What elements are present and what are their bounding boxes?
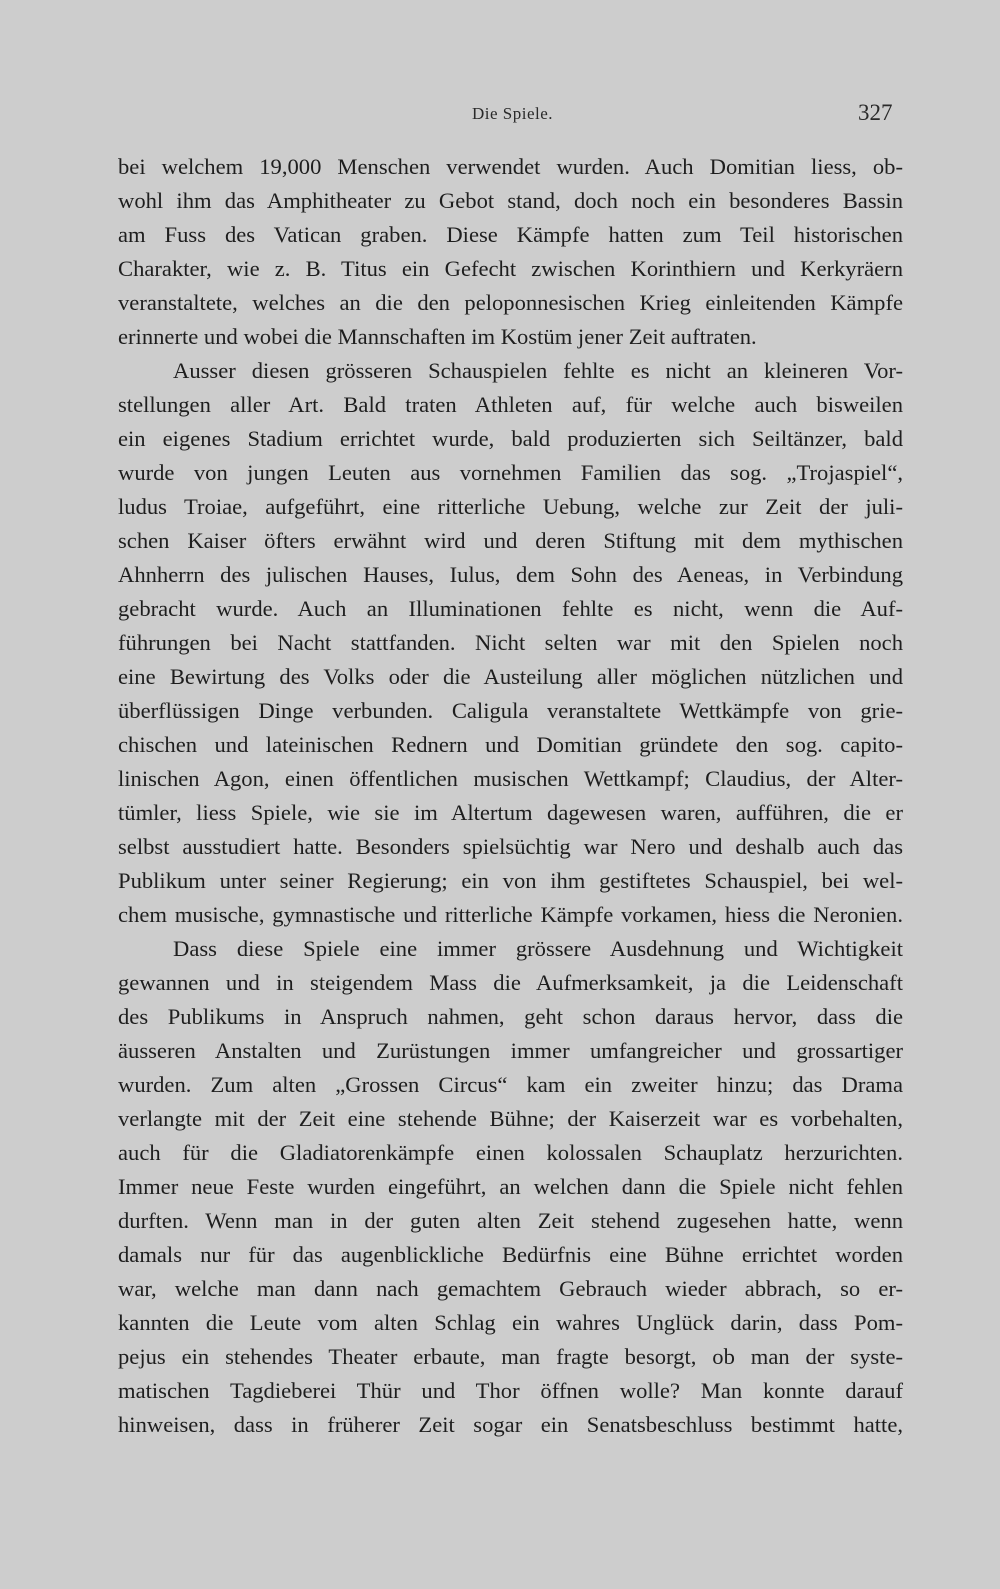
- text-line: Immer neue Feste wurden eingeführt, an welchen dann die Spiele nicht fehlen: [118, 1174, 903, 1199]
- text-line: pejus ein stehendes Theater erbaute, man fragte besorgt, ob man der syste-: [118, 1344, 903, 1369]
- running-head: [0, 100, 1000, 130]
- text-line: kannten die Leute vom alten Schlag ein wahres Unglück darin, dass Pom-: [118, 1310, 903, 1335]
- text-line: Ahnherrn des julischen Hauses, Iulus, dem Sohn des Aeneas, in Verbindung: [118, 562, 903, 587]
- text-line: chischen und lateinischen Rednern und Domitian gründete den sog. capito-: [118, 732, 903, 757]
- text-line: eine Bewirtung des Volks oder die Austeilung aller möglichen nützlichen und: [118, 664, 903, 689]
- text-line: verlangte mit der Zeit eine stehende Bühne; der Kaiserzeit war es vorbehalten,: [118, 1106, 903, 1131]
- text-line: wohl ihm das Amphitheater zu Gebot stand, doch noch ein besonderes Bassin: [118, 188, 903, 213]
- page-number: 327: [858, 100, 893, 125]
- text-line: veranstaltete, welches an die den peloponnesischen Krieg einleitenden Kämpfe: [118, 290, 903, 315]
- text-line: Ausser diesen grösseren Schauspielen fehlte es nicht an kleineren Vor-: [173, 358, 903, 383]
- text-line: war, welche man dann nach gemachtem Gebrauch wieder abbrach, so er-: [118, 1276, 903, 1301]
- text-line: ein eigenes Stadium errichtet wurde, bald produzierten sich Seiltänzer, bald: [118, 426, 903, 451]
- text-line: linischen Agon, einen öffentlichen musischen Wettkampf; Claudius, der Alter-: [118, 766, 903, 791]
- text-line: stellungen aller Art. Bald traten Athleten auf, für welche auch bisweilen: [118, 392, 903, 417]
- body-text: [118, 150, 903, 1442]
- text-line: gewannen und in steigendem Mass die Aufmerksamkeit, ja die Leidenschaft: [118, 970, 903, 995]
- text-line: wurde von jungen Leuten aus vornehmen Familien das sog. „Trojaspiel“,: [118, 460, 903, 485]
- text-line: überflüssigen Dinge verbunden. Caligula veranstaltete Wettkämpfe von grie-: [118, 698, 903, 723]
- text-line: ludus Troiae, aufgeführt, eine ritterliche Uebung, welche zur Zeit der juli-: [118, 494, 903, 519]
- text-line: führungen bei Nacht stattfanden. Nicht selten war mit den Spielen noch: [118, 630, 903, 655]
- text-line: hinweisen, dass in früherer Zeit sogar ein Senatsbeschluss bestimmt hatte,: [118, 1412, 903, 1437]
- text-line: durften. Wenn man in der guten alten Zeit stehend zugesehen hatte, wenn: [118, 1208, 903, 1233]
- text-line: bei welchem 19,000 Menschen verwendet wurden. Auch Domitian liess, ob-: [118, 154, 903, 179]
- text-line: damals nur für das augenblickliche Bedürfnis eine Bühne errichtet worden: [118, 1242, 903, 1267]
- text-line: äusseren Anstalten und Zurüstungen immer umfangreicher und grossartiger: [118, 1038, 903, 1063]
- text-line: wurden. Zum alten „Grossen Circus“ kam ein zweiter hinzu; das Drama: [118, 1072, 903, 1097]
- text-line: Publikum unter seiner Regierung; ein von ihm gestiftetes Schauspiel, bei wel-: [118, 868, 903, 893]
- running-title: Die Spiele.: [472, 104, 554, 123]
- text-line: Charakter, wie z. B. Titus ein Gefecht zwischen Korinthiern und Kerkyräern: [118, 256, 903, 281]
- text-line: selbst ausstudiert hatte. Besonders spielsüchtig war Nero und deshalb auch das: [118, 834, 903, 859]
- text-line: Dass diese Spiele eine immer grössere Ausdehnung und Wichtigkeit: [173, 936, 903, 961]
- text-line: am Fuss des Vatican graben. Diese Kämpfe hatten zum Teil historischen: [118, 222, 903, 247]
- text-line: des Publikums in Anspruch nahmen, geht schon daraus hervor, dass die: [118, 1004, 903, 1029]
- text-line: erinnerte und wobei die Mannschaften im Kostüm jener Zeit auftraten.: [118, 324, 757, 349]
- text-line: chem musische, gymnastische und ritterliche Kämpfe vorkamen, hiess die Neronien.: [118, 902, 903, 927]
- text-line: matischen Tagdieberei Thür und Thor öffnen wolle? Man konnte darauf: [118, 1378, 903, 1403]
- text-line: auch für die Gladiatorenkämpfe einen kolossalen Schauplatz herzurichten.: [118, 1140, 903, 1165]
- text-line: gebracht wurde. Auch an Illuminationen fehlte es nicht, wenn die Auf-: [118, 596, 903, 621]
- text-line: tümler, liess Spiele, wie sie im Altertum dagewesen waren, aufführen, die er: [118, 800, 903, 825]
- text-line: schen Kaiser öfters erwähnt wird und deren Stiftung mit dem mythischen: [118, 528, 903, 553]
